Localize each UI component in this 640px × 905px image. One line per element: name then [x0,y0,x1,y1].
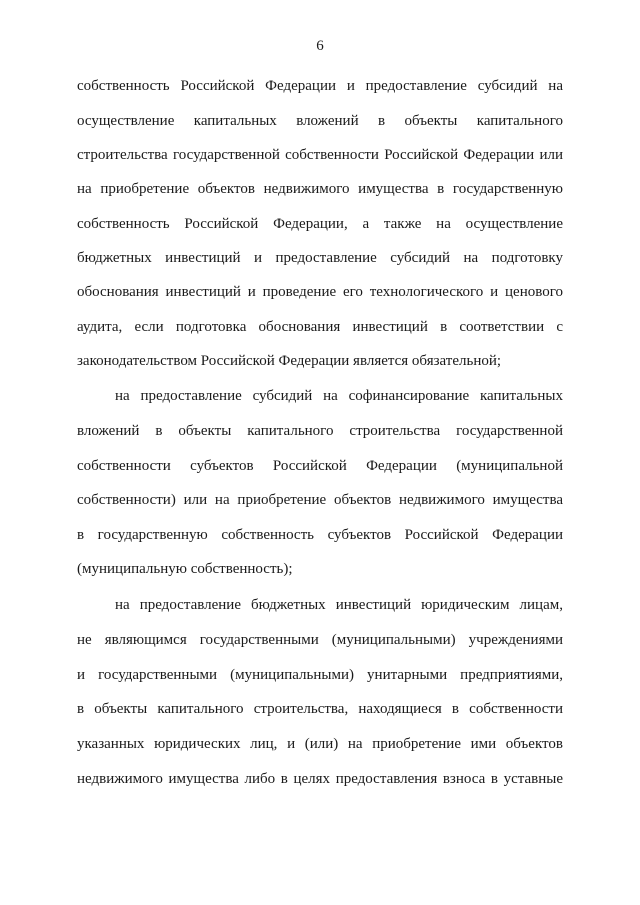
text-line: на предоставление бюджетных инвестиций юридическим лицам, [115,597,563,613]
text-line: не являющимся государственными (муниципальными) учреждениями [77,632,563,648]
text-line: собственности) или на приобретение объектов недвижимого имущества [77,492,563,508]
text-line: собственность Российской Федерации и предоставление субсидий на [77,78,563,94]
text-line: законодательством Российской Федерации является обязательной; [77,353,502,369]
text-line: аудита, если подготовка обоснования инвестиций в соответствии с [77,319,563,335]
text-line: указанных юридических лиц, и (или) на приобретение ими объектов [77,736,563,752]
text-line: вложений в объекты капитального строительства государственной [77,423,563,439]
text-line: обоснования инвестиций и проведение его технологического и ценового [77,284,563,300]
page-number: 6 [316,38,324,54]
text-line: недвижимого имущества либо в целях предоставления взноса в уставные [77,771,563,787]
text-line: в государственную собственность субъектов Российской Федерации [77,527,563,543]
text-line: строительства государственной собственности Российской Федерации или [77,147,563,163]
text-line: собственности субъектов Российской Федерации (муниципальной [77,458,563,474]
text-line: в объекты капитального строительства, находящиеся в собственности [77,701,563,717]
text-line: собственность Российской Федерации, а также на осуществление [77,216,563,232]
text-line: бюджетных инвестиций и предоставление субсидий на подготовку [77,250,563,266]
text-line: на предоставление субсидий на софинансирование капитальных [115,388,563,404]
text-line: (муниципальную собственность); [77,561,293,577]
text-line: осуществление капитальных вложений в объекты капитального [77,113,563,129]
text-line: и государственными (муниципальными) унитарными предприятиями, [77,667,563,683]
text-line: на приобретение объектов недвижимого имущества в государственную [77,181,563,197]
